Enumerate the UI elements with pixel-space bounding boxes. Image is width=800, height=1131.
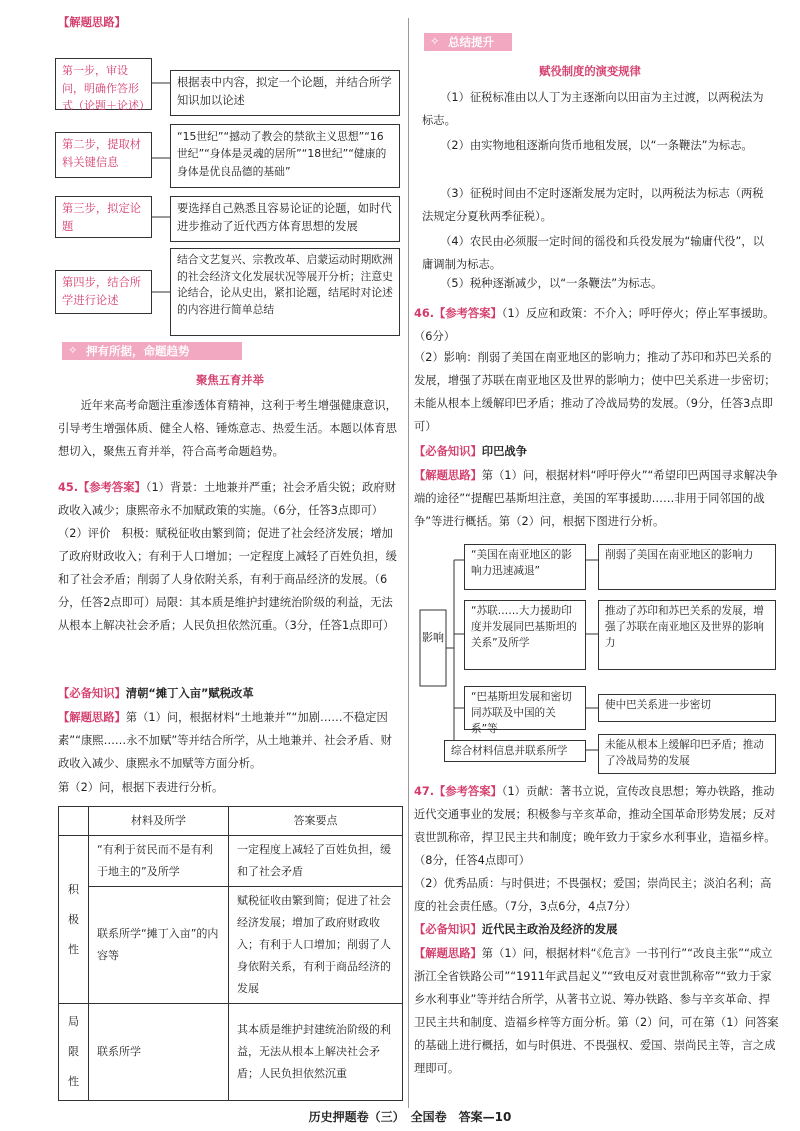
q46-answer-tag: 【参考答案】 bbox=[434, 307, 502, 320]
table-header-points: 答案要点 bbox=[229, 807, 403, 836]
q45-think2: 第（2）问，根据下表进行分析。 bbox=[58, 781, 224, 794]
q47-think-tag: 【解题思路】 bbox=[414, 947, 482, 960]
diagram-right-3: 使中巴关系进一步密切 bbox=[598, 694, 776, 722]
diagram-left-2: “苏联……大力援助印度并发展同巴基斯坦的关系”及所学 bbox=[464, 600, 586, 670]
q47-answer2: （2）优秀品质：与时俱进；不畏强权；爱国；崇尚民主；淡泊名利；高度的社会责任感。（7分，3点6分，4点7分） bbox=[414, 877, 772, 913]
step4-content: 结合文艺复兴、宗教改革、启蒙运动时期欧洲的社会经济文化发展状况等展开分析；注意史论结合，论从史出，紧扣论题，结尾时对论述的内容进行简单总结 bbox=[170, 248, 400, 336]
right-section-title: 赋役制度的演变规律 bbox=[539, 65, 641, 78]
q47-think-text: 第（1）问，根据材料“《危言》一书刊行”“改良主张”“成立浙江全省铁路公司”“1911年武昌起义”“致电反对袁世凯称帝”“致力于家乡水利事业”等并结合所学，从著书立说、筹办铁路、参与辛亥革命、捍卫民主共和制度、造福乡梓等方面分析。第（2）问，可在第（1）问答案的基础上进行概括，如与时俱进、不畏强权、爱国、崇尚民主等，言之成理即可。 bbox=[414, 947, 779, 1075]
trend-bar bbox=[62, 342, 242, 360]
diagram-right-4: 未能从根本上缓解印巴矛盾；推动了冷战局势的发展 bbox=[598, 734, 776, 774]
table-row1-points: 一定程度上减轻了百姓负担，缓和了社会矛盾 bbox=[229, 836, 403, 887]
q46-knowledge-tag: 【必备知识】 bbox=[414, 445, 482, 458]
left-think-header: 【解题思路】 bbox=[58, 16, 126, 29]
diagram-right-2: 推动了苏印和苏巴关系的发展，增强了苏联在南亚地区及世界的影响力 bbox=[598, 600, 776, 670]
step2-content: “15世纪”“撼动了教会的禁欲主义思想”“16世纪”“身体是灵魂的居所”“18世纪”“健康的身体是优良品德的基础” bbox=[170, 124, 400, 188]
table-group-positive: 积极性 bbox=[59, 836, 89, 1004]
q47-answer-tag: 【参考答案】 bbox=[434, 785, 502, 798]
step1-content: 根据表中内容，拟定一个论题，并结合所学知识加以论述 bbox=[170, 70, 400, 116]
summary-bar-label: 总结提升 bbox=[448, 35, 494, 49]
left-section-title: 聚焦五育并举 bbox=[196, 374, 264, 387]
rule-1: （1）征税标准由以人丁为主逐渐向以田亩为主过渡，以两税法为标志。 bbox=[422, 91, 764, 127]
q47-knowledge-text: 近代民主政治及经济的发展 bbox=[481, 923, 618, 936]
q46-think bbox=[414, 464, 779, 533]
page-footer: 历史押题卷（三） 全国卷 答案—10 bbox=[308, 1110, 512, 1124]
q45-table bbox=[58, 806, 403, 1101]
q45-think-tag: 【解题思路】 bbox=[58, 711, 126, 724]
sparkle-icon: ✧ bbox=[68, 343, 78, 357]
table-row2-points: 赋税征收由繁到简；促进了社会经济发展；增加了政府财政收入；有利于人口增加；削弱了人身依附关系，有利于商品经济的发展 bbox=[229, 887, 403, 1004]
q45-knowledge-tag: 【必备知识】 bbox=[58, 687, 126, 700]
table-row3-points: 其本质是维护封建统治阶级的利益，无法从根本上解决社会矛盾；人民负担依然沉重 bbox=[229, 1004, 403, 1101]
table-row1-material: “有利于贫民而不是有利于地主的”及所学 bbox=[89, 836, 229, 887]
trend-bar-label: 押有所据，命题趋势 bbox=[86, 344, 190, 358]
q45-think-text: 第（1）问，根据材料“土地兼并”“加剧……不稳定因素”“康熙……永不加赋”等并结合所学，从土地兼并、社会矛盾、财政收入减少、康熙永不加赋等方面分析。 bbox=[58, 711, 392, 770]
q45-think bbox=[58, 706, 403, 775]
diagram-center: 影响 bbox=[422, 631, 444, 644]
step4-label: 第四步，结合所学进行论述 bbox=[55, 270, 152, 314]
q46-answer-text: （1）反应和政策：不介入；呼吁停火；停止军事援助。（6分） bbox=[414, 307, 775, 343]
rule-3: （3）征税时间由不定时逐渐发展为定时，以两税法为标志（两税法规定分夏秋两季征税）。 bbox=[422, 187, 764, 223]
q45-number: 45. bbox=[58, 481, 79, 494]
rule-2: （2）由实物地租逐渐向货币地租发展，以“一条鞭法”为标志。 bbox=[440, 139, 753, 152]
diagram-left-1: “美国在南亚地区的影响力迅速减退” bbox=[464, 544, 586, 590]
q46-think-tag: 【解题思路】 bbox=[414, 469, 482, 482]
diagram-right-1: 削弱了美国在南亚地区的影响力 bbox=[598, 544, 776, 590]
q47-answer-text: （1）贡献：著书立说，宣传改良思想；筹办铁路，推动近代交通事业的发展；积极参与辛亥革命，推动全国革命形势发展；反对袁世凯称帝，捍卫民主共和制度；晚年致力于家乡水利事业，造福乡梓。（8分，任答4点即可） bbox=[414, 785, 776, 867]
left-intro: 近年来高考命题注重渗透体育精神，这利于考生增强健康意识，引导考生增强体质、健全人格、锤炼意志、热爱生活。本题以体育思想切入，聚焦五育并举，符合高考命题趋势。 bbox=[58, 399, 397, 458]
q45-answer2: （2）评价 积极：赋税征收由繁到简；促进了社会经济发展；增加了政府财政收入；有利于人口增加；一定程度上减轻了百姓负担，缓和了社会矛盾；削弱了人身依附关系，有利于商品经济的发展。（6分，任答2点即可）局限：其本质是维护封建统治阶级的利益，无法从根本上解决社会矛盾；人民负担依然沉重。（3分，任答1点即可） bbox=[58, 527, 397, 632]
q47-number: 47. bbox=[414, 785, 435, 798]
q47-knowledge bbox=[414, 918, 779, 941]
sparkle-icon: ✧ bbox=[430, 34, 440, 48]
q46-answer2: （2）影响：削弱了美国在南亚地区的影响力；推动了苏印和苏巴关系的发展，增强了苏联在南亚地区及世界的影响力；使中巴关系进一步密切；未能从根本上缓解印巴矛盾；推动了冷战局势的发展。（9分，任答3点即可） bbox=[414, 351, 776, 433]
q46-knowledge bbox=[414, 440, 779, 463]
summary-bar bbox=[424, 33, 512, 51]
diagram-left-3: “巴基斯坦发展和密切同苏联及中国的关系”等 bbox=[464, 686, 586, 730]
step3-content: 要选择自己熟悉且容易论证的论题，如时代进步推动了近代西方体育思想的发展 bbox=[170, 196, 400, 242]
step3-label: 第三步，拟定论题 bbox=[55, 196, 152, 238]
rule-5: （5）税种逐渐减少，以“一条鞭法”为标志。 bbox=[440, 277, 663, 290]
q45-answer bbox=[58, 476, 403, 522]
q46-number: 46. bbox=[414, 307, 435, 320]
q46-knowledge-text: 印巴战争 bbox=[481, 445, 527, 458]
column-divider bbox=[408, 18, 409, 1108]
q45-knowledge bbox=[58, 682, 403, 705]
rule-4: （4）农民由必须服一定时间的徭役和兵役发展为“输庸代役”，以庸调制为标志。 bbox=[422, 235, 764, 271]
q45-knowledge-text: 清朝“摊丁入亩”赋税改革 bbox=[125, 687, 254, 700]
q47-knowledge-tag: 【必备知识】 bbox=[414, 923, 482, 936]
table-header-material: 材料及所学 bbox=[89, 807, 229, 836]
table-row3-material: 联系所学 bbox=[89, 1004, 229, 1101]
q47-think bbox=[414, 942, 779, 1080]
diagram-left-4: 综合材料信息并联系所学 bbox=[444, 740, 586, 762]
q47-answer bbox=[414, 780, 779, 872]
q46-think-text: 第（1）问，根据材料“呼吁停火”“希望印巴两国寻求解决争端的途径”“提醒巴基斯坦注意，美国的军事援助……非用于同邻国的战争”等进行概括。第（2）问，根据下图进行分析。 bbox=[414, 469, 778, 528]
q46-answer bbox=[414, 302, 779, 348]
step2-label: 第二步，提取材料关键信息 bbox=[55, 132, 152, 178]
q45-answer-text: （1）背景：土地兼并严重；社会矛盾尖锐；政府财政收入减少；康熙帝永不加赋政策的实施。（6分，任答3点即可） bbox=[58, 481, 396, 517]
table-group-limit: 局限性 bbox=[59, 1004, 89, 1101]
q45-answer-tag: 【参考答案】 bbox=[78, 481, 146, 494]
step1-label: 第一步，审设问，明确作答形式（论题＋论述） bbox=[55, 58, 152, 110]
table-row2-material: 联系所学“摊丁入亩”的内容等 bbox=[89, 887, 229, 1004]
